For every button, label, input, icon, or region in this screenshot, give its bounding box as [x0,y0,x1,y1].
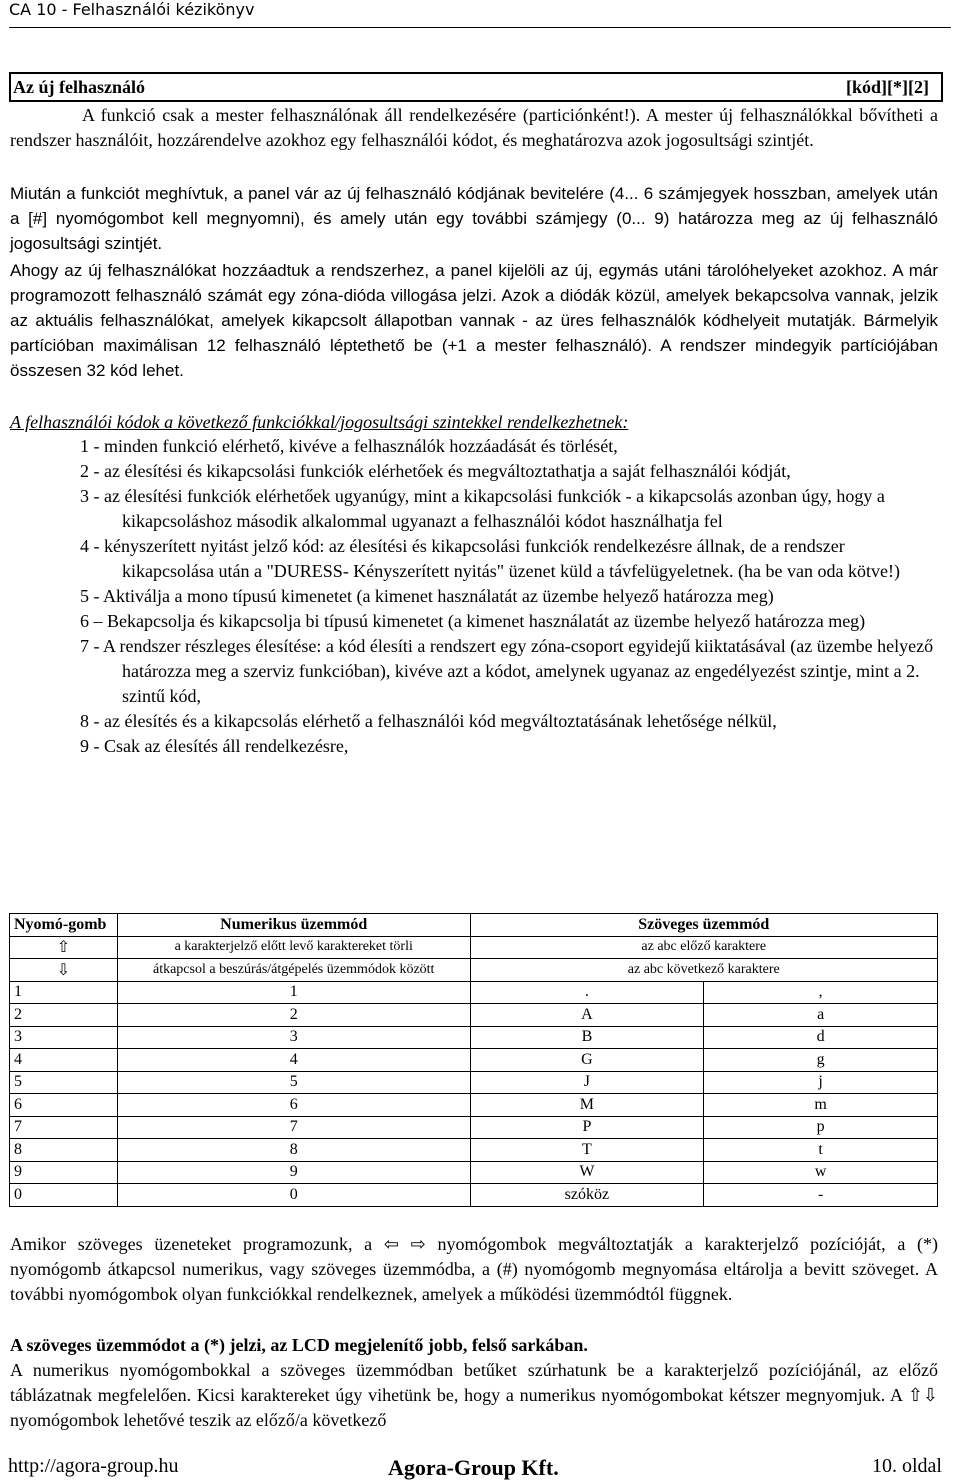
cell-numeric: 6 [117,1094,470,1117]
level-item-1: 1 - minden funkció elérhető, kivéve a felhasználók hozzáadását és törlését, [80,436,618,456]
footer-url[interactable]: http://agora-group.hu [8,1455,179,1477]
down-arrow-icon: ⇩ [922,1385,939,1405]
running-header: CA 10 - Felhasználói kézikönyv [9,0,255,19]
cell-key: 9 [10,1161,118,1184]
cell-text-upper: B [470,1026,704,1049]
cell-text-upper: W [470,1161,704,1184]
intro-paragraph-1: A funkció csak a mester felhasználónak áll rendelkezésére (particiónként!). A mester új felhasználókkal bővítheti a rendszer használóit, hozzárendelve azokhoz egy felhasználói kódot, és meghatározva azok jogosultsági szintjét. [10,105,938,150]
table-row [10,1049,938,1072]
section-title: Az új felhasználó [13,77,145,97]
cell-text-upper: . [470,981,704,1004]
cell-numeric: 4 [117,1049,470,1072]
table-row [10,1161,938,1184]
outro-p1-start: Amikor szöveges üzeneteket programozunk, a [10,1234,373,1254]
table-row [10,959,938,982]
level-item-8: 8 - az élesítés és a kikapcsolás elérhető a felhasználói kód megváltoztatásának lehetősége nélkül, [80,711,777,731]
cell-text-upper: M [470,1094,704,1117]
table-row [10,1116,938,1139]
cell-key: 4 [10,1049,118,1072]
cell-text-lower: m [704,1094,938,1117]
table-row [10,1004,938,1027]
cell-text-lower: p [704,1116,938,1139]
table-row [10,1071,938,1094]
table-row [10,1026,938,1049]
cell-numeric: 0 [117,1184,470,1207]
cell-key: 6 [10,1094,118,1117]
table-row [10,981,938,1004]
cell-numeric: 1 [117,981,470,1004]
cell-numeric: 5 [117,1071,470,1094]
cell-numeric: 8 [117,1139,470,1162]
cell-text-upper: A [470,1004,704,1027]
cell-text-lower: w [704,1161,938,1184]
cell-key: 2 [10,1004,118,1027]
cell-key: 7 [10,1116,118,1139]
outro-p1-end: nyomógombok megváltoztatják a karakterjelző pozícióját, a (*) nyomógomb átkapcsol numerikus, vagy szöveges üzemmódba, a (#) nyomógomb megnyomása eltárolja a bevitt szöveget. A további nyomógombok olyan funkciókkal rendelkeznek, amelyek a működési üzemmódtól függnek. [10,1234,938,1304]
footer-company: Agora-Group Kft. [388,1455,559,1480]
col-header-key: Nyomó-gomb [10,914,118,937]
col-header-text: Szöveges üzemmód [470,914,937,937]
outro-paragraph-1 [10,1232,938,1307]
level-item-7: 7 - A rendszer részleges élesítése: a kód élesíti a rendszert egy zóna-csoport egyidejű kiiktatásával (az üzembe helyező határozza meg a szerviz funkcióban), kivéve azt a kódot, amelynek ugyanaz az engedélyezést szintje, mint a 2. szintű kód, [80,636,934,706]
section-key-code: [kód][*][2] [846,77,929,97]
key-mode-table [9,913,938,1207]
outro-p3-end: nyomógombok lehetővé teszik az előző/a következő [10,1410,387,1430]
cell-text-upper: T [470,1139,704,1162]
table-row [10,1139,938,1162]
cell-text-upper: G [470,1049,704,1072]
down-arrow-icon: ⇩ [10,959,118,982]
outro-p3-start: A numerikus nyomógombokkal a szöveges üzemmódban betűket szúrhatunk be a karakterjelző pozíciójánál, az előző táblázatnak megfelelően. Kicsi karaktereket úgy vihetünk be, hogy a numerikus nyomógombokat kétszer megnyomjuk. A [10,1360,938,1405]
cell-numeric: 9 [117,1161,470,1184]
level-item-4: 4 - kényszerített nyitást jelző kód: az élesítési és kikapcsolási funkciók rendelkezésre állnak, de a rendszer kikapcsolása után a "DURESS- Kényszerített nyitás" üzenet küld a távfelügyeletnek. (ha be van oda kötve!) [80,536,900,581]
table-row [10,936,938,959]
cell-numeric: 7 [117,1116,470,1139]
cell-key: 5 [10,1071,118,1094]
header-divider [9,27,951,28]
levels-list [80,434,940,759]
level-item-5: 5 - Aktiválja a mono típusú kimenetet (a kimenet használatát az üzembe helyező határozza meg) [80,586,774,606]
cell-text: az abc következő karaktere [470,959,937,982]
outro-paragraph-3 [10,1358,938,1433]
table-header-row [10,914,938,937]
col-header-numeric: Numerikus üzemmód [117,914,470,937]
up-arrow-icon: ⇧ [907,1385,923,1405]
intro-paragraph-3: Ahogy az új felhasználókat hozzáadtuk a rendszerhez, a panel kijelöli az új, egymás utáni tárolóhelyeket azokhoz. A már programozott felhasználó számát egy zóna-dióda villogása jelzi. Azok a diódák közül, amelyek bekapcsolva vannak, jelzik az aktuális felhasználókat, amelyek kikapcsolt állapotban vannak - az üres felhasználók kódhelyeit mutatják. Bármelyik partícióban maximálisan 12 felhasználó léptethető be (+1 a mester felhasználó). A rendszer mindegyik partíciójában összesen 32 kód lehet. [10,261,938,380]
cell-numeric: átkapcsol a beszúrás/átgépelés üzemmódok között [117,959,470,982]
level-item-6: 6 – Bekapcsolja és kikapcsolja bi típusú kimenetet (a kimenet használatát az üzembe helyező határozza meg) [80,611,866,631]
level-item-9: 9 - Csak az élesítés áll rendelkezésre, [80,736,349,756]
cell-text-lower: , [704,981,938,1004]
cell-text-lower: a [704,1004,938,1027]
outro-paragraph-2: A szöveges üzemmódot a (*) jelzi, az LCD megjelenítő jobb, felső sarkában. [10,1335,588,1355]
right-arrow-icon: ⇨ [410,1234,426,1254]
cell-key: 3 [10,1026,118,1049]
cell-numeric: 2 [117,1004,470,1027]
level-item-2: 2 - az élesítési és kikapcsolási funkciók elérhetőek és megváltoztathatja a saját felhasználói kódját, [80,461,791,481]
cell-text-lower: - [704,1184,938,1207]
cell-numeric: a karakterjelző előtt levő karaktereket törli [117,936,470,959]
footer-page-number: 10. oldal [872,1455,942,1477]
cell-text-upper: szóköz [470,1184,704,1207]
cell-text-lower: t [704,1139,938,1162]
cell-text-lower: j [704,1071,938,1094]
cell-key: 8 [10,1139,118,1162]
cell-text-lower: d [704,1026,938,1049]
cell-key: 0 [10,1184,118,1207]
cell-text: az abc előző karaktere [470,936,937,959]
section-title-box [9,72,943,102]
up-arrow-icon: ⇧ [10,936,118,959]
cell-text-lower: g [704,1049,938,1072]
intro-paragraph-2: Miután a funkciót meghívtuk, a panel vár az új felhasználó kódjának bevitelére (4... 6 számjegyek hosszban, amelyek után a [#] nyomógombot kell megnyomni), és amely után egy további számjegy (0... 9) határozza meg az új felhasználó jogosultsági szintjét. [10,184,938,253]
cell-numeric: 3 [117,1026,470,1049]
cell-text-upper: P [470,1116,704,1139]
table-row [10,1184,938,1207]
cell-text-upper: J [470,1071,704,1094]
level-item-3: 3 - az élesítési funkciók elérhetőek ugyanúgy, mint a kikapcsolási funkciók - a kikapcsolás azonban úgy, hogy a kikapcsoláshoz második alkalommal ugyanazt a felhasználói kódot használhatja fel [80,486,885,531]
left-arrow-icon: ⇦ [383,1234,399,1254]
levels-heading: A felhasználói kódok a következő funkciókkal/jogosultsági szintekkel rendelkezhetnek: [10,412,629,432]
table-row [10,1094,938,1117]
cell-key: 1 [10,981,118,1004]
